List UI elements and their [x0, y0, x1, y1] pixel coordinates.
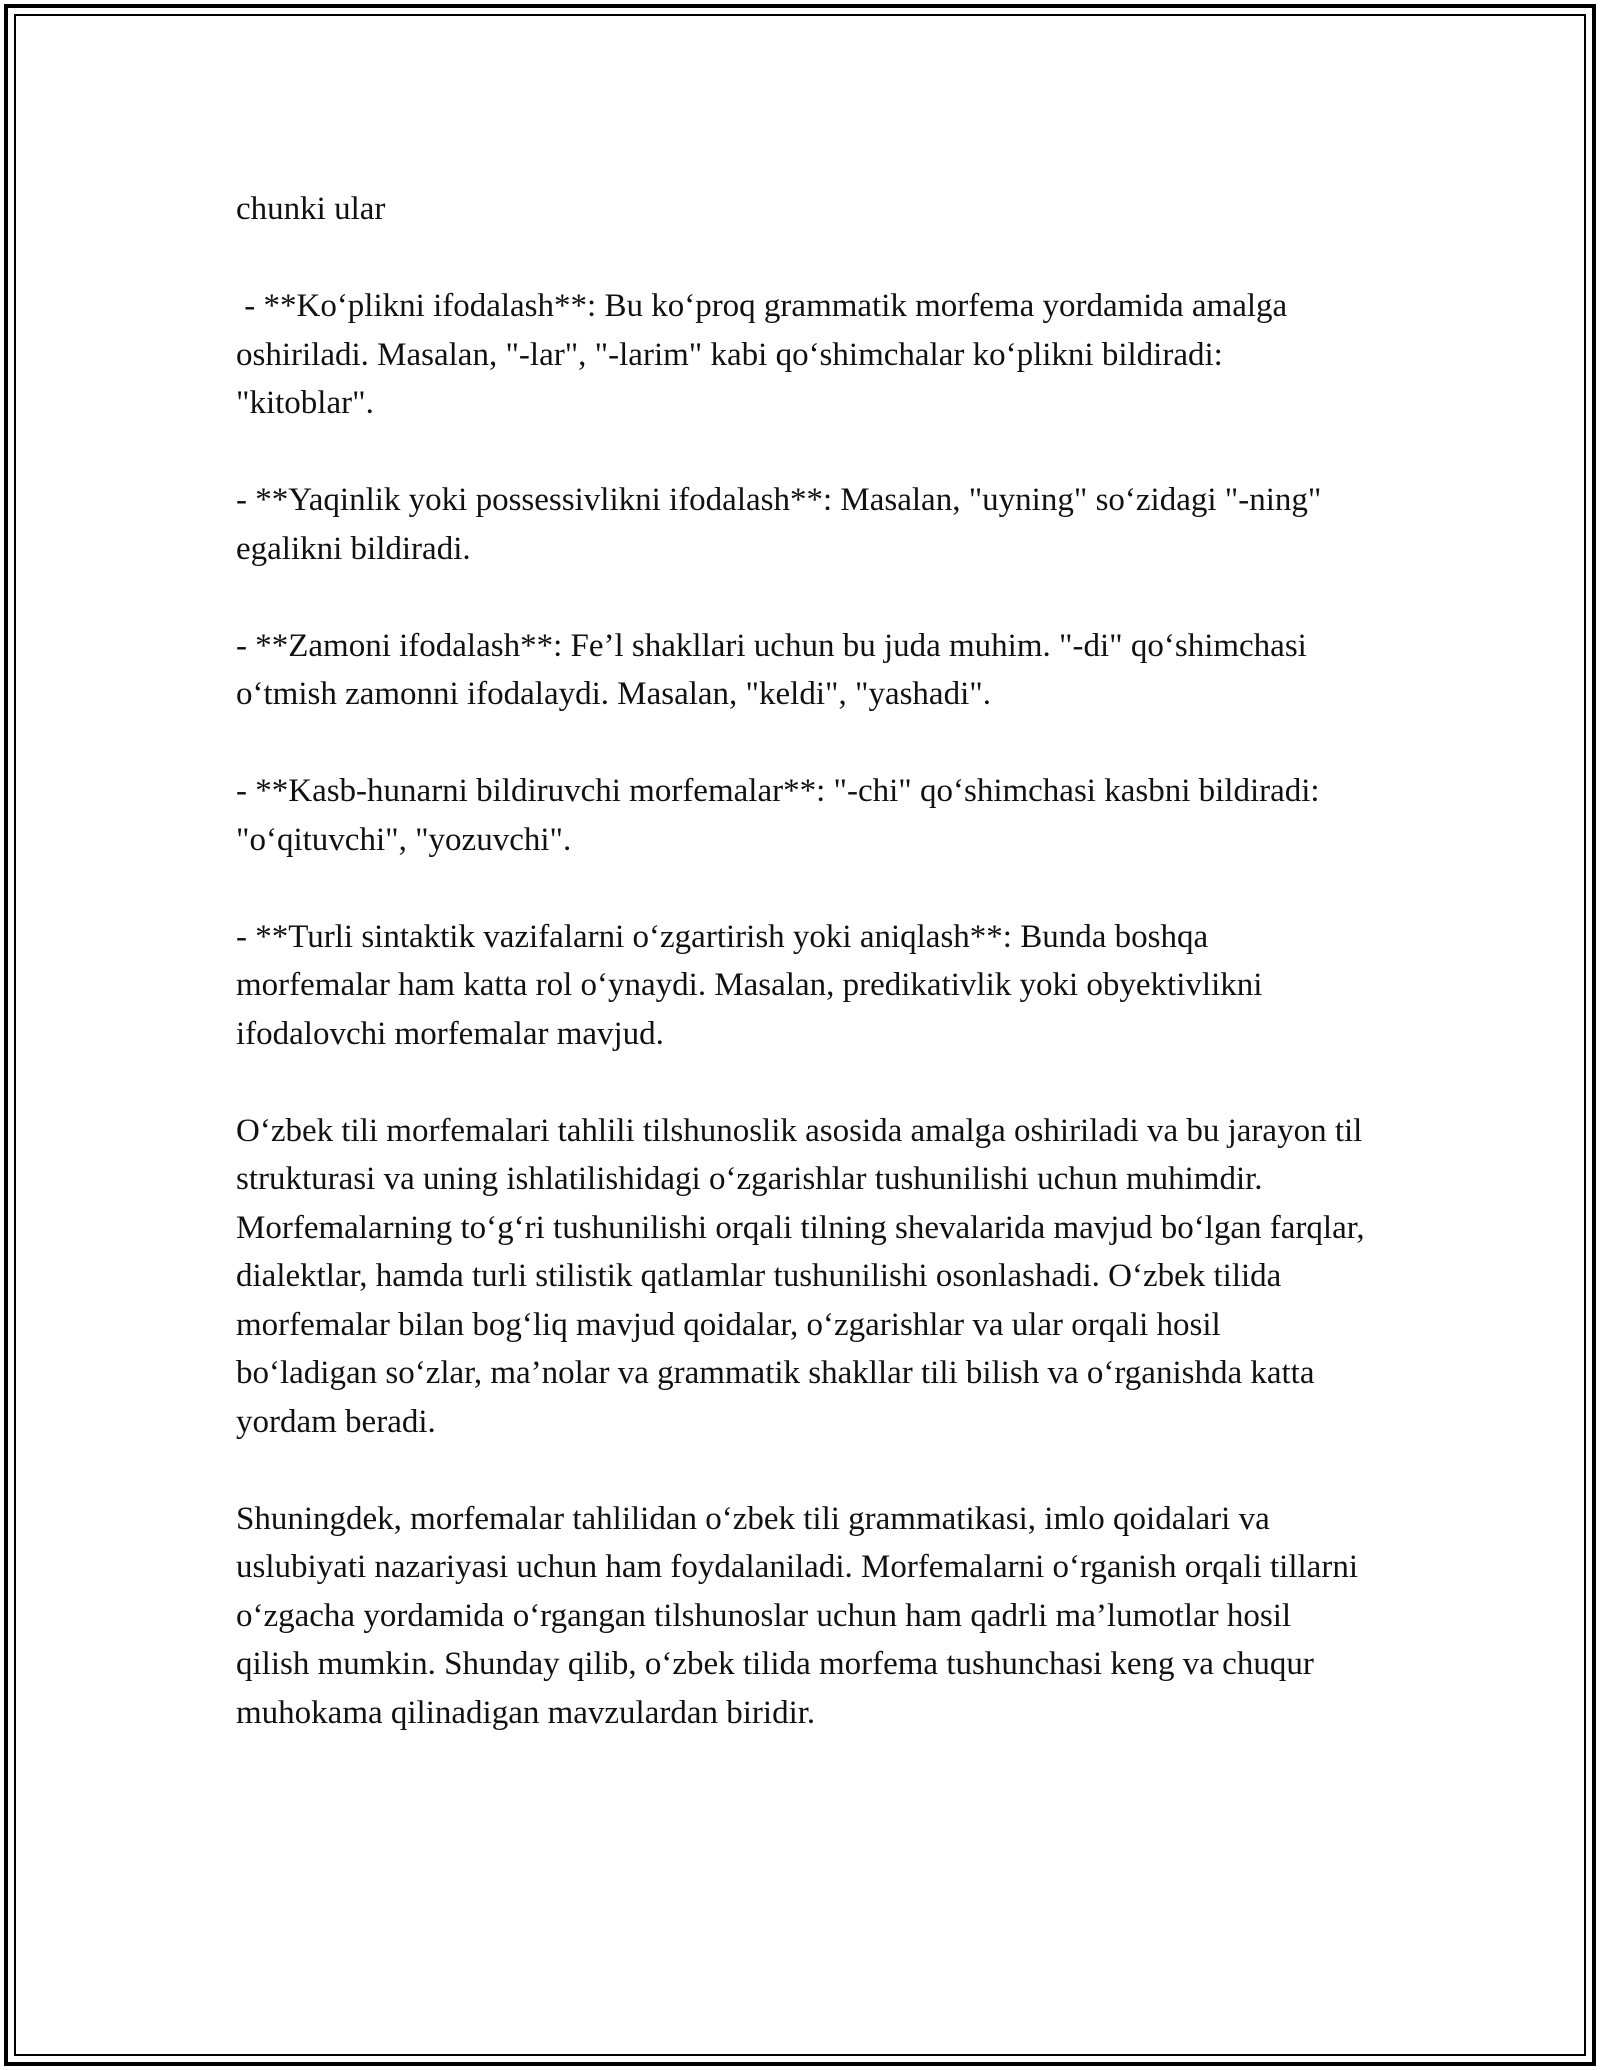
list-item-possessive: - **Yaqinlik yoki possessivlikni ifodalash**: Masalan, "uyning" so‘zidagi "-ning" egalikni bildiradi.: [236, 482, 1330, 567]
paragraph-intro: chunki ular: [236, 191, 386, 227]
paragraph-analysis: O‘zbek tili morfemalari tahlili tilshunoslik asosida amalga oshiriladi va bu jarayon til strukturasi va uning ishlatilishidagi o‘zgarishlar tushunilishi uchun muhimdir. Morfemalarning to‘g‘ri tushunilishi orqali tilning shevalarida mavjud bo‘lgan farqlar, dialektlar, hamda turli stilistik qatlamlar tushunilishi osonlashadi. O‘zbek tilida morfemalar bilan bog‘liq mavjud qoidalar, o‘zgarishlar va ular orqali hosil bo‘ladigan so‘zlar, ma’nolar va grammatik shakllar tili bilish va o‘rganishda katta yordam beradi.: [236, 1112, 1373, 1440]
list-item-plural: - **Ko‘plikni ifodalash**: Bu ko‘proq grammatik morfema yordamida amalga oshiriladi. Masalan, "-lar", "-larim" kabi qo‘shimchalar ko‘plikni bildiradi: "kitoblar".: [236, 288, 1296, 421]
list-item-profession: - **Kasb-hunarni bildiruvchi morfemalar**: "-chi" qo‘shimchasi kasbni bildiradi: "o‘qituvchi", "yozuvchi".: [236, 773, 1328, 858]
list-item-syntactic: - **Turli sintaktik vazifalarni o‘zgartirish yoki aniqlash**: Bunda boshqa morfemalar ham katta rol o‘ynaydi. Masalan, predikativlik yoki obyektivlikni ifodalovchi morfemalar mavjud.: [236, 918, 1271, 1052]
document-body: [236, 185, 1373, 1786]
list-item-tense: - **Zamoni ifodalash**: Fe’l shakllari uchun bu juda muhim. "-di" qo‘shimchasi o‘tmish zamonni ifodalaydi. Masalan, "keldi", "yashadi".: [236, 627, 1316, 712]
paragraph-conclusion: Shuningdek, morfemalar tahlilidan o‘zbek tili grammatikasi, imlo qoidalari va uslubiyati nazariyasi uchun ham foydalaniladi. Morfemalarni o‘rganish orqali tillarni o‘zgacha yordamida o‘rgangan tilshunoslar uchun ham qadrli ma’lumotlar hosil qilish mumkin. Shunday qilib, o‘zbek tilida morfema tushunchasi keng va chuqur muhokama qilinadigan mavzulardan biridir.: [236, 1500, 1367, 1731]
